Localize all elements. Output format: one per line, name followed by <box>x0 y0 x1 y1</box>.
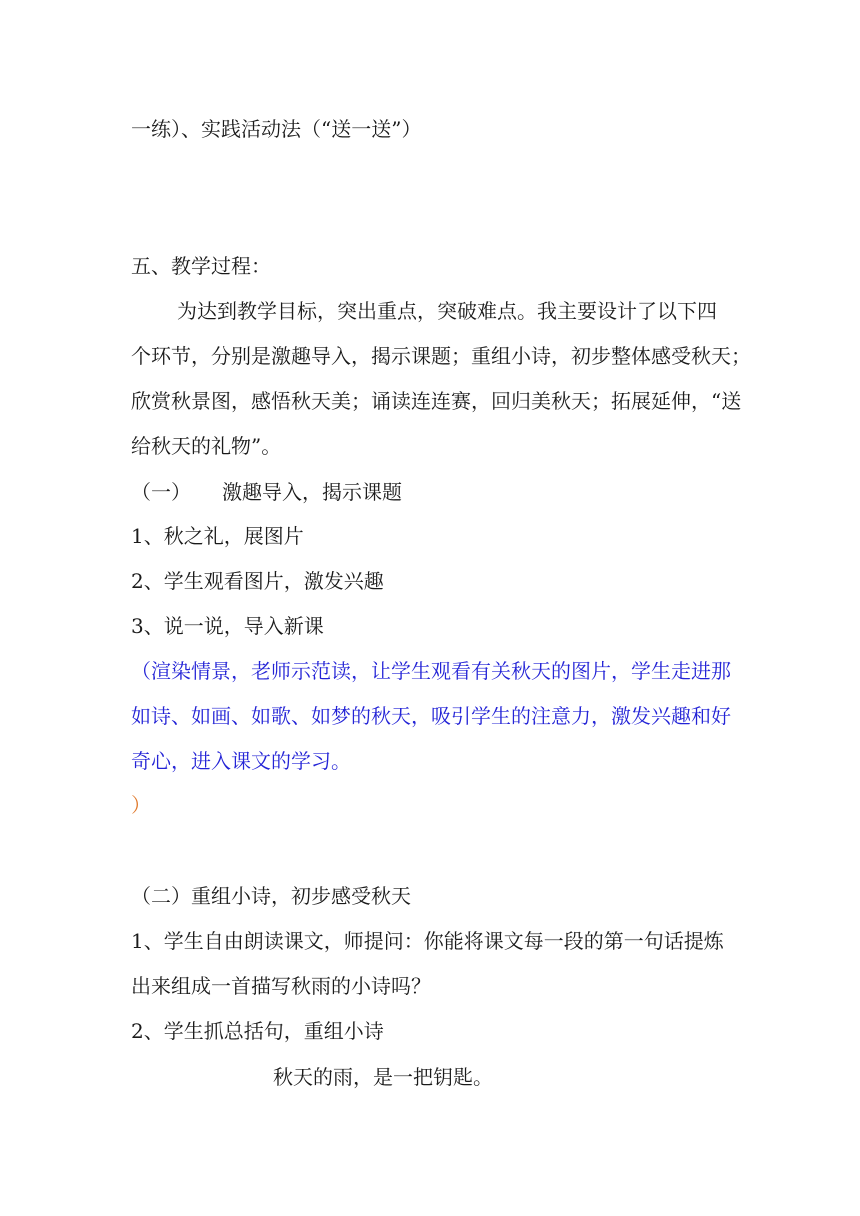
list-item: 1、秋之礼，展图片 <box>131 524 304 548</box>
poem-line: 秋天的雨，是一把钥匙。 <box>273 1065 493 1089</box>
subsection-heading: 激趣导入，揭示课题 <box>222 480 402 504</box>
paragraph-line: 个环节，分别是激趣导入，揭示课题；重组小诗，初步整体感受秋天； <box>131 344 751 368</box>
paragraph-line: 为达到教学目标，突出重点，突破难点。我主要设计了以下四 <box>177 299 717 323</box>
text-line: 一练）、实践活动法（“送一送”） <box>131 117 422 141</box>
list-item: 2、学生抓总括句，重组小诗 <box>131 1019 384 1043</box>
list-item-continuation: 出来组成一首描写秋雨的小诗吗？ <box>131 974 431 998</box>
note-line: 奇心，进入课文的学习。 <box>131 749 351 773</box>
section-heading: 五、教学过程： <box>131 254 271 278</box>
subsection-number: （一） <box>131 480 191 504</box>
list-item: 2、学生观看图片，激发兴趣 <box>131 569 384 593</box>
subsection-heading: （二）重组小诗，初步感受秋天 <box>131 884 411 908</box>
note-closing-paren: ） <box>131 793 151 817</box>
paragraph-line: 给秋天的礼物”。 <box>131 434 282 458</box>
note-line: （渲染情景，老师示范读，让学生观看有关秋天的图片，学生走进那 <box>131 659 731 683</box>
paragraph-line: 欣赏秋景图，感悟秋天美；诵读连连赛，回归美秋天；拓展延伸，“送 <box>131 389 742 413</box>
list-item: 3、说一说，导入新课 <box>131 614 324 638</box>
note-line: 如诗、如画、如歌、如梦的秋天，吸引学生的注意力，激发兴趣和好 <box>131 704 731 728</box>
list-item: 1、学生自由朗读课文，师提问：你能将课文每一段的第一句话提炼 <box>131 929 724 953</box>
